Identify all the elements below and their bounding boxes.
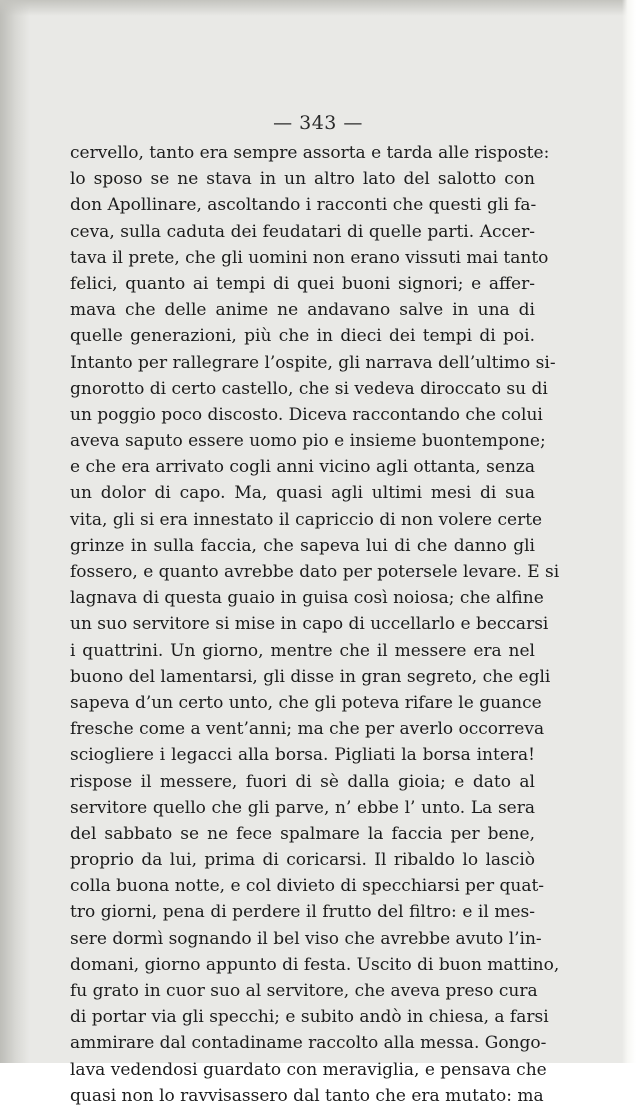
text-line: di portar via gli specchi; e subito andò in chiesa, a farsi [70,1007,549,1028]
text-line: tava il prete, che gli uomini non erano vissuti mai tanto [70,247,549,268]
text-line: Intanto per rallegrare l’ospite, gli narrava dell’ultimo si- [70,352,556,373]
text-line: buono del lamentarsi, gli disse in gran segreto, che egli [70,666,551,687]
text-line: sapeva d’un certo unto, che gli poteva rifare le guance [70,692,542,713]
text-line: quasi non lo ravvisassero dal tanto che era mutato: ma [70,1085,544,1106]
text-line: lagnava di questa guaio in guisa così noiosa; che alfine [70,588,544,609]
text-line: grinze in sulla faccia, che sapeva lui di che danno gli [70,535,535,556]
text-line: colla buona notte, e col divieto di specchiarsi per quat- [70,876,545,897]
text-line: tro giorni, pena di perdere il frutto del filtro: e il mes- [70,902,535,923]
text-line: i quattrini. Un giorno, mentre che il messere era nel [70,640,535,661]
text-line: e che era arrivato cogli anni vicino agli ottanta, senza [70,457,535,478]
text-line: sere dormì sognando il bel viso che avrebbe avuto l’in- [70,928,542,949]
text-line: un suo servitore si mise in capo di uccellarlo e beccarsi [70,614,549,635]
page-edge [622,0,636,1063]
binding-shadow [0,0,30,1063]
text-line: mava che delle anime ne andavano salve in una di [70,300,535,321]
text-line: un poggio poco discosto. Diceva raccontando che colui [70,404,543,425]
text-line: proprio da lui, prima di coricarsi. Il ribaldo lo lasciò [70,850,535,871]
text-line: sciogliere i legacci alla borsa. Pigliati la borsa intera! [70,745,535,766]
text-line: fresche come a vent’anni; ma che per averlo occorreva [70,719,545,740]
text-line: rispose il messere, fuori di sè dalla gioia; e dato al [70,771,535,792]
text-line: aveva saputo essere uomo pio e insieme buontempone; [70,431,546,452]
text-line: quelle generazioni, più che in dieci dei tempi di poi. [70,326,535,347]
text-line: servitore quello che gli parve, n’ ebbe l’ unto. La sera [70,797,535,818]
text-line: cervello, tanto era sempre assorta e tarda alle risposte: [70,143,550,163]
text-line: don Apollinare, ascoltando i racconti che questi gli fa- [70,195,537,216]
text-line: vita, gli si era innestato il capriccio di non volere certe [70,509,543,530]
text-line: ceva, sulla caduta dei feudatari di quelle parti. Accer- [70,221,535,242]
page-number: — 343 — [273,112,363,134]
text-line: gnorotto di certo castello, che si vedeva diroccato su di [70,378,548,399]
text-line: felici, quanto ai tempi di quei buoni signori; e affer- [70,273,535,294]
text-line: lo sposo se ne stava in un altro lato del salotto con [70,169,535,190]
text-line: fu grato in cuor suo al servitore, che aveva preso cura [70,981,538,1001]
text-line: un dolor di capo. Ma, quasi agli ultimi mesi di sua [70,483,535,504]
top-edge-shadow [0,0,636,16]
text-line: del sabbato se ne fece spalmare la faccia per bene, [70,823,535,844]
text-line: fossero, e quanto avrebbe dato per potersele levare. E si [70,562,560,582]
text-line: ammirare dal contadiname raccolto alla messa. Gongo- [70,1033,547,1054]
body-text [70,140,560,1109]
text-line: lava vedendosi guardato con meraviglia, e pensava che [70,1059,547,1080]
text-line: domani, giorno appunto di festa. Uscito di buon mattino, [70,954,560,975]
